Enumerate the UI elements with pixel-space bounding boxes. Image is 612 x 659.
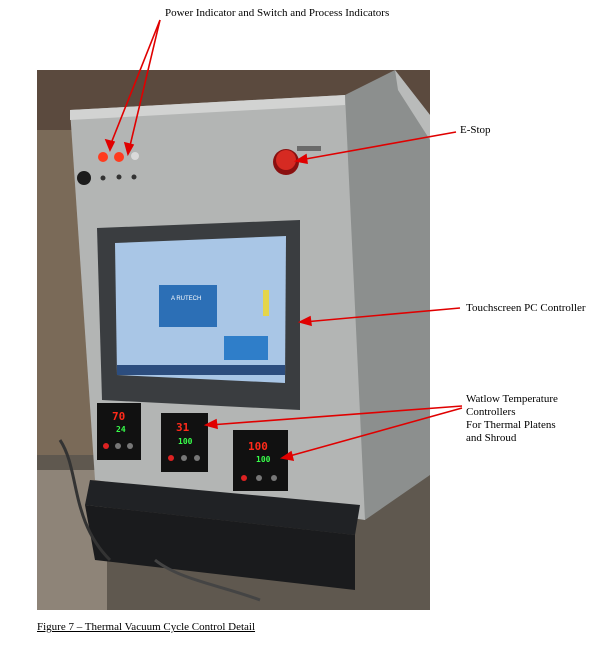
controller-1-pv: 70	[112, 410, 126, 423]
watlow-label-line-1: Watlow Temperature	[466, 393, 558, 405]
indicator-light-1	[98, 152, 108, 162]
app-logo-box	[159, 285, 217, 327]
controller-1-key3	[127, 443, 133, 449]
power-switch	[77, 171, 91, 185]
controller-3-pv: 100	[248, 440, 268, 453]
controller-2-key3	[194, 455, 200, 461]
estop-button	[276, 150, 296, 170]
screen-logo-text: A RUTECH	[171, 296, 202, 302]
watlow-label	[466, 393, 558, 445]
controller-1-key	[103, 443, 109, 449]
controller-3-sv: 100	[256, 455, 271, 464]
watlow-label-line-3: For Thermal Platens	[466, 419, 556, 431]
watlow-label-line-2: Controllers	[466, 406, 516, 418]
controller-2-key	[168, 455, 174, 461]
taskbar	[117, 365, 285, 375]
controller-3-key2	[256, 475, 262, 481]
selector-2	[117, 175, 122, 180]
figure-caption: Figure 7 – Thermal Vacuum Cycle Control Detail	[37, 621, 256, 633]
indicator-light-2	[114, 152, 124, 162]
power-indicator-label: Power Indicator and Switch and Process Indicators	[165, 7, 390, 19]
notification-popup	[224, 336, 268, 360]
controller-1-key2	[115, 443, 121, 449]
controller-3-key	[241, 475, 247, 481]
estop-label: E-Stop	[460, 124, 491, 136]
controller-3-key3	[271, 475, 277, 481]
estop-label-plate	[297, 146, 321, 151]
indicator-light-3	[131, 152, 139, 160]
controller-2-sv: 100	[178, 437, 193, 446]
selector-1	[101, 176, 106, 181]
side-tag	[263, 290, 269, 316]
controller-2-key2	[181, 455, 187, 461]
selector-3	[132, 175, 137, 180]
controller-1-sv: 24	[116, 425, 126, 434]
controller-2-pv: 31	[176, 421, 190, 434]
watlow-label-line-4: and Shroud	[466, 432, 517, 444]
touchscreen-label: Touchscreen PC Controller	[466, 302, 586, 314]
